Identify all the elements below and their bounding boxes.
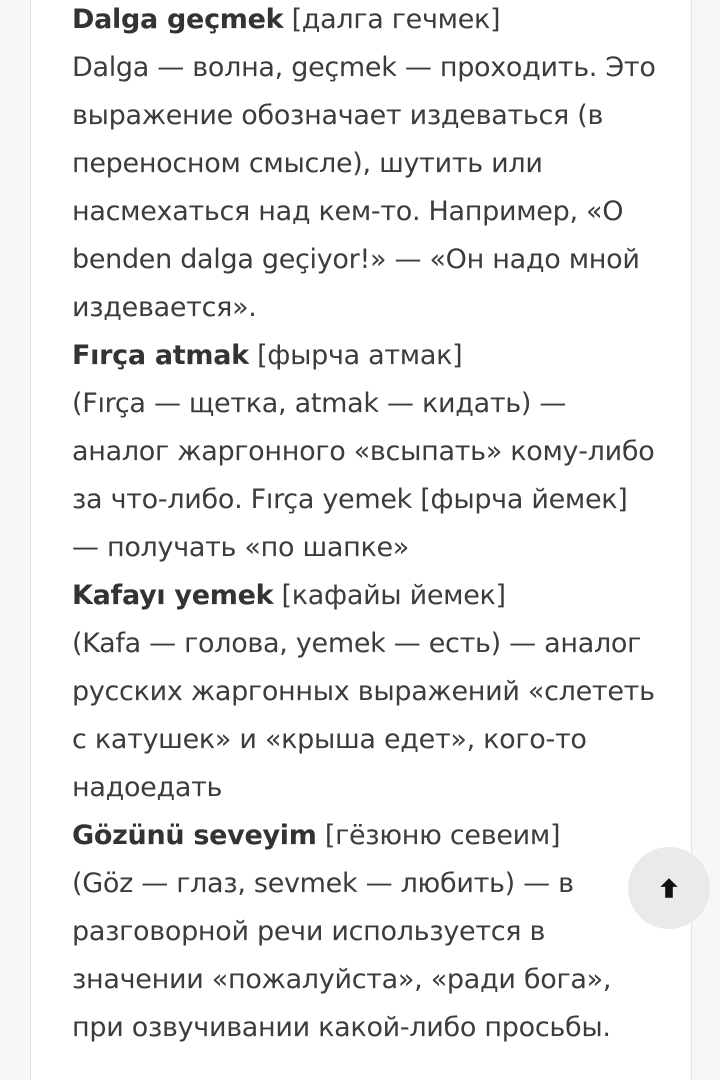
entry-text-line: при озвучивании какой-либо просьбы.: [72, 1012, 611, 1043]
entry-text-line: (Kafa — голова, yemek — есть) — аналог: [72, 628, 642, 659]
entry-heading: [72, 0, 682, 44]
entry-transcription: [гёзюню севеим]: [324, 820, 561, 851]
entry-text-line: насмехаться над кем-то. Например, «O: [72, 196, 624, 227]
arrow-up-icon: [656, 875, 682, 901]
entry-text-line: (Göz — глаз, sevmek — любить) — в: [72, 868, 574, 899]
entry-dalga-gecmek: [72, 0, 682, 332]
entry-text-line: benden dalga geçiyor!» — «Он надо мной: [72, 244, 640, 275]
entry-text-line: надоедать: [72, 772, 223, 803]
entry-text-line: русских жаргонных выражений «слететь: [72, 676, 655, 707]
entry-text-line: переносном смысле), шутить или: [72, 148, 543, 179]
entry-heading: [72, 332, 682, 380]
entry-term: Gözünü seveyim: [72, 820, 317, 851]
entry-text-line: издевается».: [72, 292, 257, 323]
entry-text-line: разговорной речи используется в: [72, 916, 546, 947]
entry-text-line: за что-либо. Fırça yemek [фырча йемек]: [72, 484, 628, 515]
entry-heading: [72, 572, 682, 620]
entry-text-line: (Fırça — щетка, atmak — кидать) —: [72, 388, 567, 419]
entry-text-line: аналог жаргонного «всыпать» кому-либо: [72, 436, 655, 467]
entry-term: Dalga geçmek: [72, 4, 284, 35]
entry-term: Fırça atmak: [72, 340, 249, 371]
entry-text-line: Dalga — волна, geçmek — проходить. Это: [72, 52, 656, 83]
entry-text-line: с катушек» и «крыша едет», кого-то: [72, 724, 587, 755]
entry-kafayi-yemek: [72, 572, 682, 812]
entry-transcription: [фырча атмак]: [257, 340, 463, 371]
entry-firca-atmak: [72, 332, 682, 572]
entry-transcription: [кафайы йемек]: [281, 580, 506, 611]
scroll-to-top-button[interactable]: [628, 847, 710, 929]
entry-gozunu-seveyim: [72, 812, 682, 1052]
entry-term: Kafayı yemek: [72, 580, 274, 611]
entry-transcription: [далга гечмек]: [291, 4, 501, 35]
entry-text-line: выражение обозначает издеваться (в: [72, 100, 604, 131]
entry-heading: [72, 812, 682, 860]
entry-text-line: — получать «по шапке»: [72, 532, 410, 563]
entry-text-line: значении «пожалуйста», «ради бога»,: [72, 964, 612, 995]
article-content: [72, 0, 682, 1052]
